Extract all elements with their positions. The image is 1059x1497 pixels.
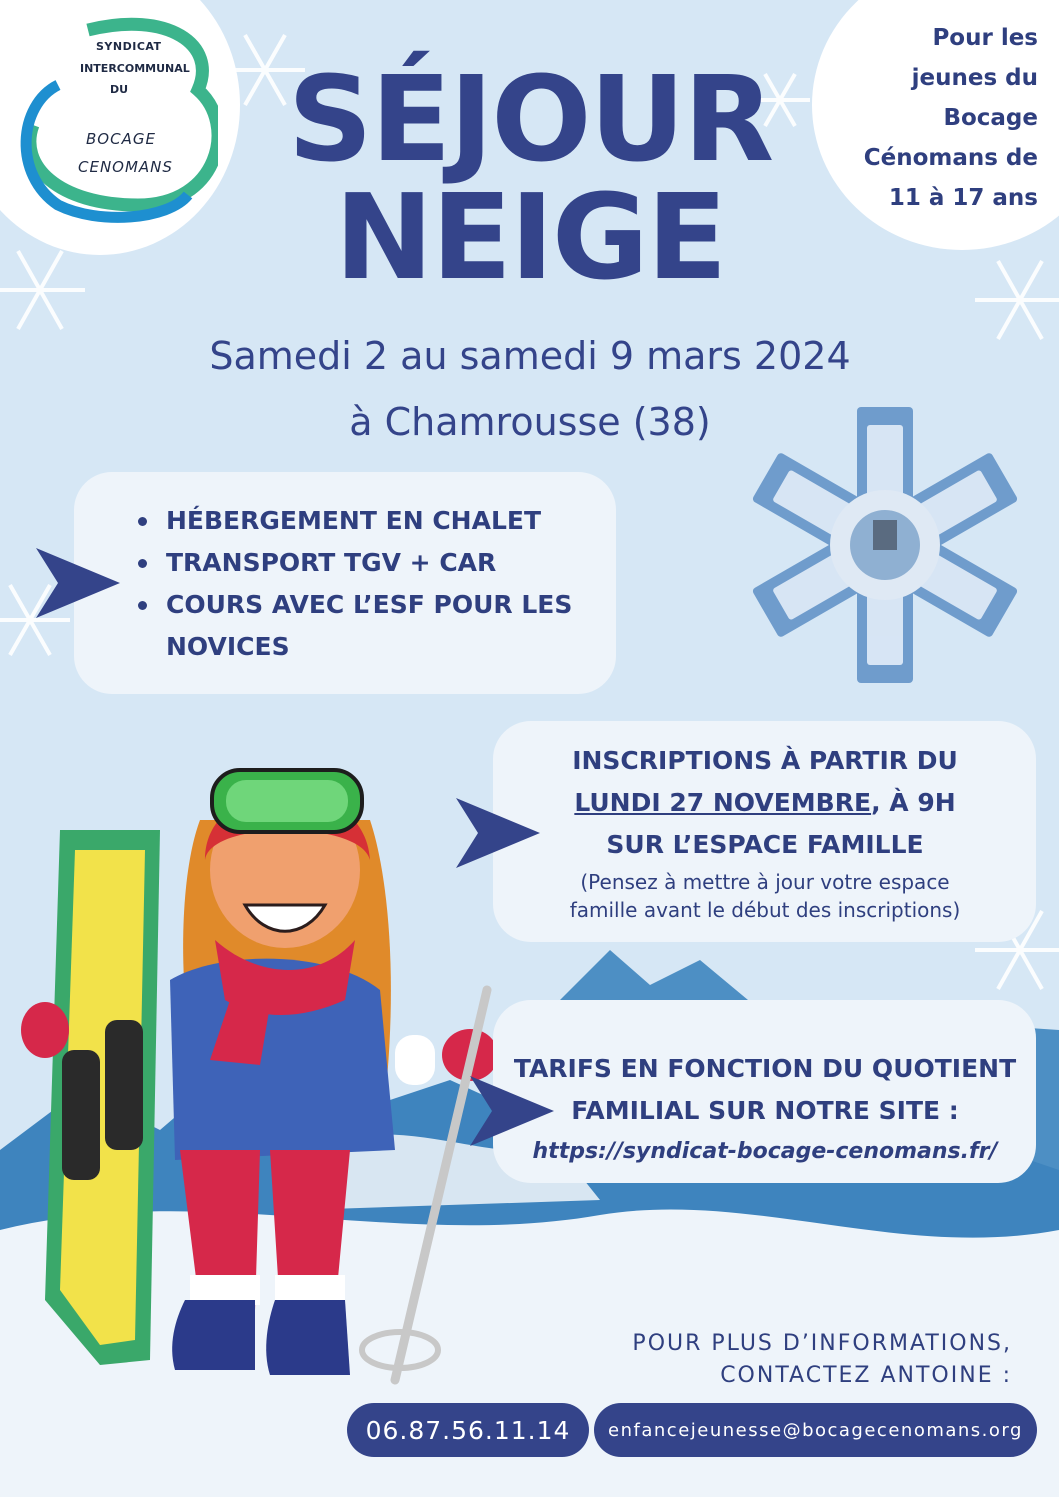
- contact-text: [560, 1328, 1012, 1392]
- pricing-line2: FAMILIAL SUR NOTRE SITE :: [571, 1096, 959, 1125]
- registration-line1: INSCRIPTIONS À PARTIR DU: [572, 746, 958, 775]
- feature-item: HÉBERGEMENT EN CHALET: [136, 500, 606, 542]
- pricing-url-link[interactable]: https://syndicat-bocage-cenomans.fr/: [532, 1139, 998, 1164]
- audience-line: Bocage: [943, 105, 1038, 131]
- page-title-line1: SÉJOUR: [287, 50, 773, 188]
- features-list: [136, 500, 606, 668]
- audience-line: jeunes du: [911, 65, 1038, 91]
- registration-text: [510, 740, 1020, 924]
- page-title-line2: NEIGE: [334, 168, 726, 306]
- event-location: à Chamrousse (38): [349, 400, 711, 444]
- pricing-text: [505, 1048, 1025, 1172]
- audience-line: Cénomans de: [863, 145, 1038, 171]
- email-pill[interactable]: enfancejeunesse@bocagecenomans.org: [594, 1403, 1037, 1457]
- feature-item: COURS AVEC L’ESF POUR LES NOVICES: [136, 584, 606, 668]
- registration-line3: SUR L’ESPACE FAMILLE: [606, 830, 924, 859]
- arrow-right-icon: [36, 548, 120, 618]
- registration-note1: (Pensez à mettre à jour votre espace: [580, 870, 950, 894]
- snowflake-photo-collage: [751, 407, 1018, 683]
- event-dates: Samedi 2 au samedi 9 mars 2024: [209, 334, 851, 378]
- audience-line: 11 à 17 ans: [888, 185, 1038, 211]
- audience-line: Pour les: [932, 25, 1038, 51]
- pricing-line1: TARIFS EN FONCTION DU QUOTIENT: [513, 1054, 1017, 1083]
- logo-text-du: DU: [110, 83, 129, 96]
- logo-text-cenomans: CENOMANS: [78, 158, 173, 176]
- registration-line2: [510, 782, 1020, 824]
- phone-pill[interactable]: 06.87.56.11.14: [347, 1403, 589, 1457]
- feature-item: TRANSPORT TGV + CAR: [136, 542, 606, 584]
- registration-time: , À 9H: [871, 788, 956, 817]
- contact-line2: CONTACTEZ ANTOINE :: [720, 1363, 1012, 1388]
- logo-text-intercommunal: INTERCOMMUNAL: [80, 62, 190, 75]
- audience-text: [830, 18, 1038, 218]
- logo-text-syndicat: SYNDICAT: [96, 40, 162, 53]
- registration-note2: famille avant le début des inscriptions): [569, 898, 961, 922]
- contact-line1: POUR PLUS D’INFORMATIONS,: [632, 1331, 1012, 1356]
- registration-date: LUNDI 27 NOVEMBRE: [574, 788, 872, 817]
- logo-text-bocage: BOCAGE: [86, 130, 156, 148]
